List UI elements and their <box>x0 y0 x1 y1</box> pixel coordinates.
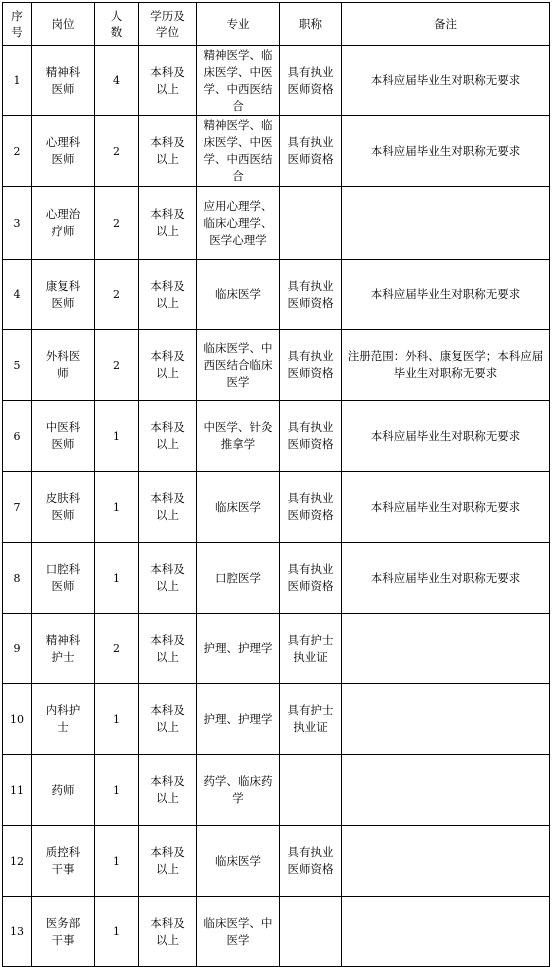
cell-post: 精神科医师 <box>32 46 95 116</box>
cell-seq: 12 <box>3 826 32 897</box>
cell-edu: 本科及以上 <box>139 755 197 826</box>
cell-remark <box>342 187 550 260</box>
cell-remark <box>342 826 550 897</box>
cell-count: 2 <box>95 260 139 330</box>
cell-title: 具有执业医师资格 <box>280 401 342 472</box>
cell-major: 护理、护理学 <box>197 684 280 755</box>
cell-post: 心理治疗师 <box>32 187 95 260</box>
cell-edu: 本科及以上 <box>139 684 197 755</box>
cell-seq: 7 <box>3 472 32 543</box>
cell-title: 具有执业医师资格 <box>280 472 342 543</box>
cell-post: 质控科干事 <box>32 826 95 897</box>
cell-edu: 本科及以上 <box>139 897 197 967</box>
header-remark: 备注 <box>342 3 550 46</box>
table-row <box>3 401 550 472</box>
cell-major: 应用心理学、临床心理学、医学心理学 <box>197 187 280 260</box>
cell-remark: 本科应届毕业生对职称无要求 <box>342 260 550 330</box>
cell-major: 药学、临床药学 <box>197 755 280 826</box>
table-row <box>3 755 550 826</box>
cell-title: 具有执业医师资格 <box>280 543 342 614</box>
cell-edu: 本科及以上 <box>139 614 197 684</box>
table-row <box>3 826 550 897</box>
cell-edu: 本科及以上 <box>139 260 197 330</box>
header-seq: 序号 <box>3 3 32 46</box>
cell-major: 精神医学、临床医学、中医学、中西医结合 <box>197 46 280 116</box>
cell-major: 精神医学、临床医学、中医学、中西医结合 <box>197 116 280 187</box>
cell-title: 具有护士执业证 <box>280 614 342 684</box>
cell-edu: 本科及以上 <box>139 116 197 187</box>
cell-count: 2 <box>95 187 139 260</box>
cell-post: 皮肤科医师 <box>32 472 95 543</box>
table-row <box>3 330 550 401</box>
table-row <box>3 472 550 543</box>
header-major: 专业 <box>197 3 280 46</box>
cell-seq: 3 <box>3 187 32 260</box>
cell-remark: 本科应届毕业生对职称无要求 <box>342 116 550 187</box>
cell-seq: 5 <box>3 330 32 401</box>
cell-seq: 10 <box>3 684 32 755</box>
cell-remark: 本科应届毕业生对职称无要求 <box>342 401 550 472</box>
cell-title: 具有执业医师资格 <box>280 826 342 897</box>
cell-count: 1 <box>95 543 139 614</box>
table-row <box>3 46 550 116</box>
cell-title: 具有执业医师资格 <box>280 330 342 401</box>
cell-major: 临床医学、中西医结合临床医学 <box>197 330 280 401</box>
table-row <box>3 897 550 967</box>
table-row <box>3 614 550 684</box>
cell-seq: 9 <box>3 614 32 684</box>
cell-edu: 本科及以上 <box>139 187 197 260</box>
cell-remark: 本科应届毕业生对职称无要求 <box>342 46 550 116</box>
cell-remark <box>342 684 550 755</box>
cell-edu: 本科及以上 <box>139 401 197 472</box>
cell-title: 具有执业医师资格 <box>280 260 342 330</box>
cell-major: 口腔医学 <box>197 543 280 614</box>
cell-seq: 1 <box>3 46 32 116</box>
cell-major: 中医学、针灸推拿学 <box>197 401 280 472</box>
header-count: 人数 <box>95 3 139 46</box>
cell-seq: 6 <box>3 401 32 472</box>
cell-title: 具有执业医师资格 <box>280 46 342 116</box>
cell-title: 具有执业医师资格 <box>280 116 342 187</box>
cell-post: 中医科医师 <box>32 401 95 472</box>
cell-post: 心理科医师 <box>32 116 95 187</box>
cell-post: 药师 <box>32 755 95 826</box>
cell-edu: 本科及以上 <box>139 472 197 543</box>
cell-edu: 本科及以上 <box>139 46 197 116</box>
header-row <box>3 3 550 46</box>
table-row <box>3 116 550 187</box>
cell-post: 外科医师 <box>32 330 95 401</box>
cell-seq: 13 <box>3 897 32 967</box>
table-row <box>3 543 550 614</box>
cell-major: 临床医学 <box>197 826 280 897</box>
header-title: 职称 <box>280 3 342 46</box>
cell-post: 内科护士 <box>32 684 95 755</box>
cell-seq: 11 <box>3 755 32 826</box>
table-row <box>3 187 550 260</box>
cell-count: 4 <box>95 46 139 116</box>
cell-seq: 2 <box>3 116 32 187</box>
cell-seq: 8 <box>3 543 32 614</box>
cell-major: 临床医学 <box>197 260 280 330</box>
cell-title <box>280 187 342 260</box>
cell-count: 1 <box>95 401 139 472</box>
cell-post: 康复科医师 <box>32 260 95 330</box>
cell-title <box>280 897 342 967</box>
cell-count: 1 <box>95 684 139 755</box>
cell-count: 1 <box>95 826 139 897</box>
cell-major: 临床医学 <box>197 472 280 543</box>
cell-count: 2 <box>95 116 139 187</box>
table-row <box>3 260 550 330</box>
cell-remark: 本科应届毕业生对职称无要求 <box>342 472 550 543</box>
cell-remark <box>342 614 550 684</box>
cell-edu: 本科及以上 <box>139 543 197 614</box>
cell-edu: 本科及以上 <box>139 330 197 401</box>
cell-remark <box>342 897 550 967</box>
cell-remark: 本科应届毕业生对职称无要求 <box>342 543 550 614</box>
cell-seq: 4 <box>3 260 32 330</box>
cell-count: 1 <box>95 755 139 826</box>
cell-post: 医务部干事 <box>32 897 95 967</box>
header-post: 岗位 <box>32 3 95 46</box>
cell-title <box>280 755 342 826</box>
cell-major: 临床医学、中医学 <box>197 897 280 967</box>
cell-major: 护理、护理学 <box>197 614 280 684</box>
cell-remark <box>342 755 550 826</box>
cell-remark: 注册范围：外科、康复医学；本科应届毕业生对职称无要求 <box>342 330 550 401</box>
cell-title: 具有护士执业证 <box>280 684 342 755</box>
table-row <box>3 684 550 755</box>
cell-count: 1 <box>95 472 139 543</box>
cell-edu: 本科及以上 <box>139 826 197 897</box>
cell-count: 2 <box>95 614 139 684</box>
cell-count: 1 <box>95 897 139 967</box>
cell-post: 口腔科医师 <box>32 543 95 614</box>
recruitment-table <box>2 2 550 967</box>
header-edu: 学历及学位 <box>139 3 197 46</box>
cell-count: 2 <box>95 330 139 401</box>
cell-post: 精神科护士 <box>32 614 95 684</box>
